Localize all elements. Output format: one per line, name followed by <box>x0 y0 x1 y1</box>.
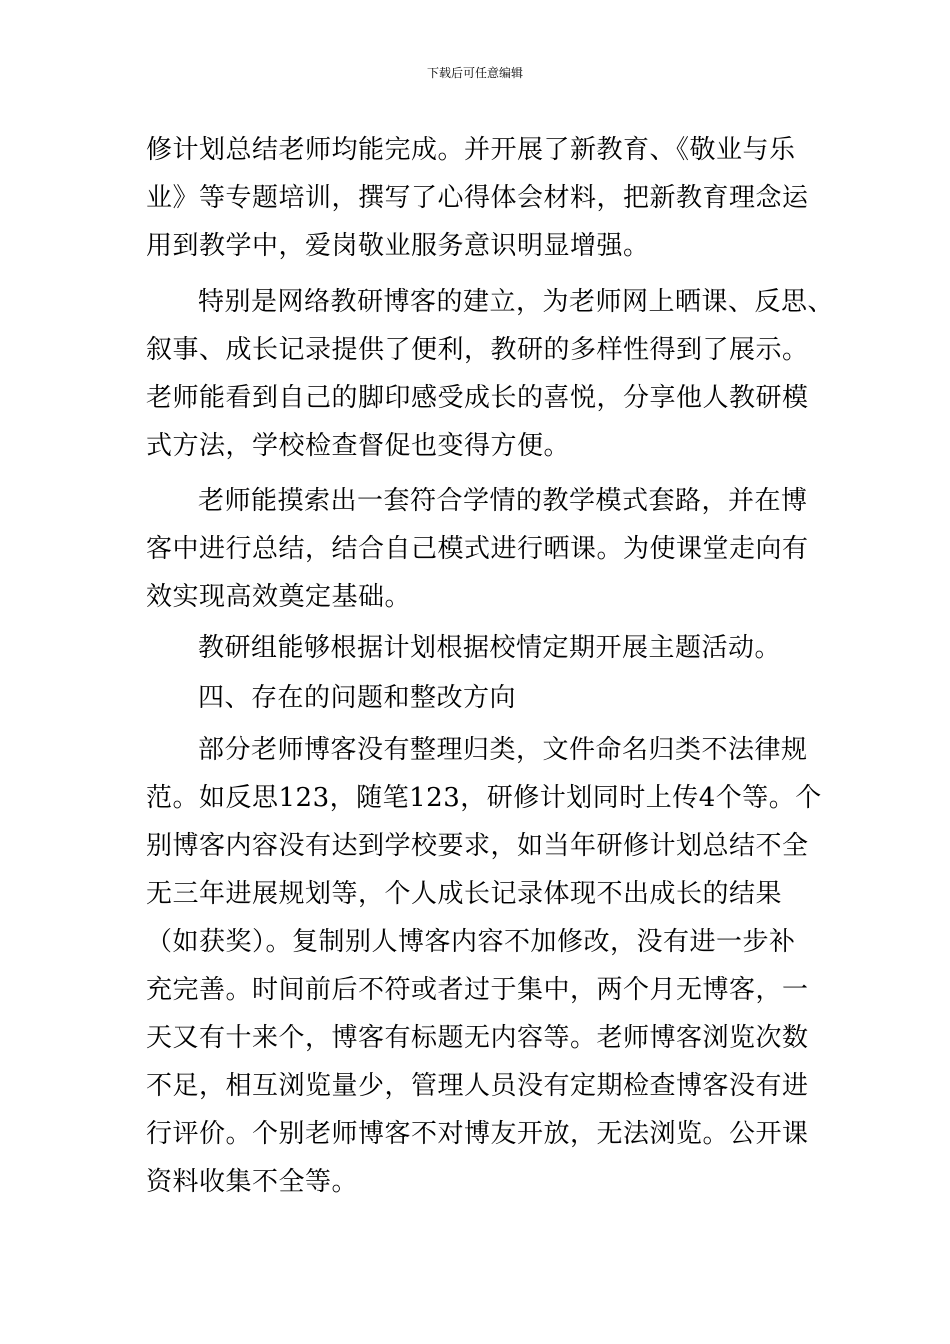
body-line: 无三年进展规划等，个人成长记录体现不出成长的结果 <box>146 879 783 909</box>
paragraph-first-line: 部分老师博客没有整理归类，文件命名归类不法律规 <box>198 735 808 765</box>
body-line: 叙事、成长记录提供了便利，教研的多样性得到了展示。 <box>146 335 809 365</box>
paragraph-first-line: 特别是网络教研博客的建立，为老师网上晒课、反思、 <box>198 287 835 317</box>
body-line: 修计划总结老师均能完成。并开展了新教育、《敬业与乐 <box>146 135 796 165</box>
body-line: 行评价。个别老师博客不对博友开放，无法浏览。公开课 <box>146 1119 809 1149</box>
body-line: 效实现高效奠定基础。 <box>146 582 412 612</box>
body-line: 客中进行总结，结合自己模式进行晒课。为使课堂走向有 <box>146 534 809 564</box>
body-line: 老师能看到自己的脚印感受成长的喜悦，分享他人教研模 <box>146 383 809 413</box>
body-line: 不足，相互浏览量少，管理人员没有定期检查博客没有进 <box>146 1071 809 1101</box>
header-note: 下载后可任意编辑 <box>426 66 523 80</box>
section-heading: 四、存在的问题和整改方向 <box>198 683 517 713</box>
body-line: 资料收集不全等。 <box>146 1167 359 1197</box>
paragraph-first-line: 老师能摸索出一套符合学情的教学模式套路，并在博 <box>198 486 808 516</box>
body-line: 天又有十来个，博客有标题无内容等。老师博客浏览次数 <box>146 1023 809 1053</box>
body-line: 范。如反思123，随笔123，研修计划同时上传4个等。个 <box>146 783 822 813</box>
paragraph-first-line: 教研组能够根据计划根据校情定期开展主题活动。 <box>198 633 782 663</box>
body-line: 充完善。时间前后不符或者过于集中，两个月无博客，一 <box>146 975 809 1005</box>
body-line: 式方法，学校检查督促也变得方便。 <box>146 431 571 461</box>
body-line: （如获奖）。复制别人博客内容不加修改，没有进一步补 <box>146 927 796 957</box>
body-line: 用到教学中，爱岗敬业服务意识明显增强。 <box>146 231 650 261</box>
body-line: 业》等专题培训，撰写了心得体会材料，把新教育理念运 <box>146 183 809 213</box>
body-line: 别博客内容没有达到学校要求，如当年研修计划总结不全 <box>146 831 809 861</box>
